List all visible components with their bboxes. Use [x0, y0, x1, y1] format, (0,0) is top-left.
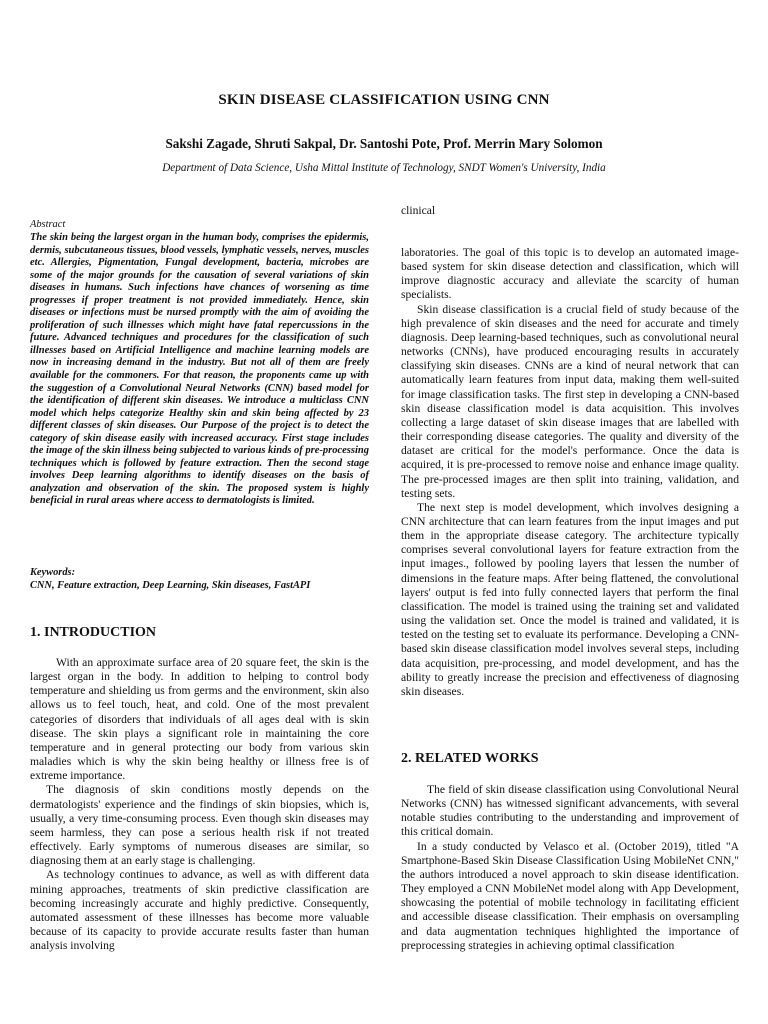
- introduction-body: [30, 656, 369, 953]
- affiliation: Department of Data Science, Usha Mittal Institute of Technology, SNDT Women's University, India: [162, 162, 606, 174]
- paragraph: The next step is model development, which involves designing a CNN architecture that can learn features from the input images and put them in the appropriate disease category. The architecture typically comprises several convolutional layers for feature extraction from the input images., followed by pooling layers that lessen the number of dimensions in the feature maps. After being flattened, the convolutional layers' output is fed into fully connected layers that perform the final classification. The model is trained using the training set and validated using the validation set. Once the model is trained and validated, it is tested on the testing set to evaluate its performance. Developing a CNN-based skin disease classification model involves several steps, including data acquisition, pre-processing, and model development, and has the ability to greatly increase the precision and effectiveness of diagnosing skin diseases.: [401, 500, 739, 698]
- paragraph: The diagnosis of skin conditions mostly depends on the dermatologists' experience and the findings of skin biopsies, which is, usually, a very time-consuming process. Even though skin diseases may seem harmless, they can pose a serious health risk if not treated effectively. Early symptoms of numerous diseases are similar, so diagnosing them at an early stage is challenging.: [30, 783, 369, 868]
- paragraph: With an approximate surface area of 20 square feet, the skin is the largest organ in the body. In addition to helping to control body temperature and shielding us from germs and the environment, skin also allows us to feel touch, heat, and cold. One of the most prevalent categories of disorders that individuals of all ages deal with is skin disease. The skin plays a significant role in maintaining the core temperature and in general protecting our body from various skin maladies which is why the skin being healthy or illness free is of extreme importance.: [30, 656, 369, 783]
- abstract-heading: Abstract: [30, 219, 66, 230]
- introduction-heading: 1. INTRODUCTION: [30, 625, 157, 640]
- related-works-body: [401, 783, 739, 953]
- abstract-text: The skin being the largest organ in the human body, comprises the epidermis, dermis, subcutaneous tissues, blood vessels, lymphatic vessels, nerves, muscles etc. Allergies, Pigmentation, Fungal development, bacteria, microbes are some of the major grounds for the causation of several variations of skin diseases in humans. Such infections have chances of worsening as time progresses if proper treatment is not provided immediately. Hence, skin diseases or infections must be nursed promptly with the aim of avoiding the proliferation of such illnesses which might have fatal repercussions in the future. Advanced techniques and procedures for the classification of such illnesses based on Artificial Intelligence and machine learning models are now in increasing demand in the industry. But not all of them are freely available for the commoners. For that reason, the proponents came up with the suggestion of a Convolutional Neural Networks (CNN) based model for the identification of different skin diseases. We introduce a multiclass CNN model which helps categorize Healthy skin and skin being affected by 23 different classes of skin diseases. Our Purpose of the project is to detect the category of skin disease easily with increased accuracy. First stage includes the image of the skin illness being subjected to various kinds of pre-processing techniques which is followed by feature extraction. Then the second stage involves Deep learning algorithms to identify diseases on the basis of analyzation and observation of the skin. The proposed system is highly beneficial in rural areas where access to dermatologists is limited.: [30, 232, 369, 507]
- keywords-heading: Keywords:: [30, 567, 76, 578]
- paper-title: SKIN DISEASE CLASSIFICATION USING CNN: [218, 92, 550, 108]
- keywords-text: CNN, Feature extraction, Deep Learning, Skin diseases, FastAPI: [30, 580, 311, 591]
- paragraph: laboratories. The goal of this topic is to develop an automated image-based system for skin disease detection and classification, which will improve diagnostic accuracy and alleviate the scarcity of human specialists.: [401, 246, 739, 302]
- author-list: Sakshi Zagade, Shruti Sakpal, Dr. Santoshi Pote, Prof. Merrin Mary Solomon: [165, 136, 603, 151]
- related-works-heading: 2. RELATED WORKS: [401, 751, 539, 766]
- paragraph: The field of skin disease classification using Convolutional Neural Networks (CNN) has witnessed significant advancements, with several notable studies contributing to the understanding and improvement of this critical domain.: [401, 783, 739, 839]
- introduction-continued: [401, 246, 739, 699]
- carry-over-word: clinical: [401, 204, 436, 217]
- paragraph: Skin disease classification is a crucial field of study because of the high prevalence of skin diseases and the need for accurate and timely diagnosis. Deep learning-based techniques, such as convolutional neural networks (CNNs), have produced encouraging results in accurately classifying skin diseases. CNNs are a kind of neural network that can automatically learn features from input data, making them well-suited for image classification tasks. The first step in developing a CNN-based skin disease classification model is data acquisition. This involves collecting a large dataset of skin disease images that are labelled with their corresponding disease categories. The quality and diversity of the dataset are critical for the model's performance. Once the data is acquired, it is pre-processed to remove noise and enhance image quality. The pre-processed images are then split into training, validation, and testing sets.: [401, 302, 739, 500]
- paragraph: In a study conducted by Velasco et al. (October 2019), titled "A Smartphone-Based Skin Disease Classification Using MobileNet CNN," the authors introduced a novel approach to skin disease identification. They employed a CNN MobileNet model along with App Development, showcasing the potential of mobile technology in facilitating efficient and accessible disease classification. Their emphasis on oversampling and data augmentation techniques highlighted the importance of preprocessing strategies in achieving optimal classification: [401, 839, 739, 952]
- paragraph: As technology continues to advance, as well as with different data mining approaches, treatments of skin predictive classification are becoming increasingly accurate and highly predictive. Consequently, automated assessment of these illnesses has become more valuable because of its capacity to provide accurate results faster than human analysis involving: [30, 868, 369, 953]
